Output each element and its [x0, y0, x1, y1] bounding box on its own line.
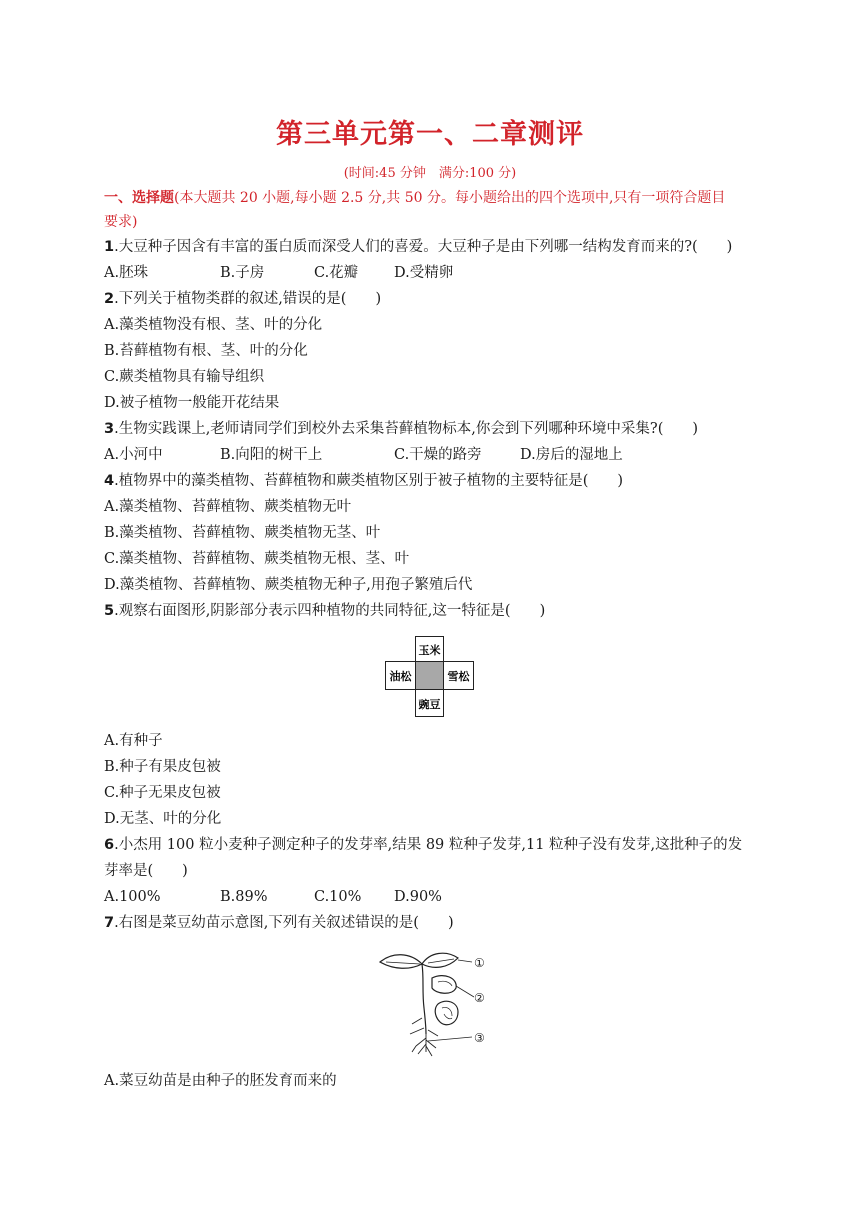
option-d: D.房后的湿地上: [520, 447, 623, 463]
section-desc-1: (本大题共 20 小题,每小题 2.5 分,共 50 分。每小题给出的四个选项中,只有一项符合题目: [174, 190, 726, 206]
option-a: A.菜豆幼苗是由种子的胚发育而来的: [104, 1073, 337, 1089]
option-a: A.有种子: [104, 733, 163, 749]
section-desc-2: 要求): [104, 214, 138, 230]
question-number: 1: [104, 239, 115, 255]
label-2: ②: [474, 991, 485, 1005]
label-1: ①: [474, 956, 485, 970]
question-number: 4: [104, 473, 115, 489]
question-7: [104, 912, 454, 934]
option-b: B.向阳的树干上: [220, 447, 323, 463]
question-number: 7: [104, 915, 115, 931]
question-number: 2: [104, 291, 115, 307]
leaf-right: [422, 953, 458, 967]
option-c: C.种子无果皮包被: [104, 785, 221, 801]
shaded-center: [416, 662, 444, 690]
option-a: A.藻类植物、苔藓植物、蕨类植物无叶: [104, 499, 352, 515]
question-text: .小杰用 100 粒小麦种子测定种子的发芽率,结果 89 粒种子发芽,11 粒种子没有发芽,这批种子的发: [114, 837, 743, 853]
option-c: C.花瓣: [314, 265, 359, 281]
question-text: .生物实践课上,老师请同学们到校外去采集苔藓植物标本,你会到下列哪种环境中采集?( ): [114, 421, 699, 437]
section-heading: 一、选择题: [104, 190, 174, 206]
bean-seedling-diagram: [372, 948, 492, 1058]
option-b: B.89%: [220, 889, 268, 905]
question-text: .右图是菜豆幼苗示意图,下列有关叙述错误的是( ): [114, 915, 454, 931]
label-pea: 豌豆: [418, 698, 441, 711]
page-title: 第三单元第一、二章测评: [276, 119, 584, 150]
roots: [410, 1018, 438, 1056]
question-6: [104, 834, 742, 856]
option-c: C.干燥的路旁: [394, 447, 482, 463]
section-header: [104, 186, 764, 234]
option-d: D.无茎、叶的分化: [104, 811, 222, 827]
question-text: .观察右面图形,阴影部分表示四种植物的共同特征,这一特征是( ): [114, 603, 546, 619]
seed-coat: [435, 1001, 458, 1025]
question-text: .大豆种子因含有丰富的蛋白质而深受人们的喜爱。大豆种子是由下列哪一结构发育而来的?( ): [114, 239, 733, 255]
option-a: A.100%: [104, 889, 161, 905]
cotyledon: [432, 976, 456, 994]
question-2: [104, 288, 381, 310]
option-d: D.藻类植物、苔藓植物、蕨类植物无种子,用孢子繁殖后代: [104, 577, 473, 593]
stem: [422, 964, 426, 1034]
exam-time-score: (时间:45 分钟 满分:100 分): [343, 166, 517, 181]
label-chinese-pine: 油松: [389, 670, 412, 683]
option-c: C.藻类植物、苔藓植物、蕨类植物无根、茎、叶: [104, 551, 410, 567]
question-text: .下列关于植物类群的叙述,错误的是( ): [114, 291, 382, 307]
option-c: C.10%: [314, 889, 362, 905]
option-d: D.90%: [394, 889, 442, 905]
question-number: 5: [104, 603, 115, 619]
option-d: D.被子植物一般能开花结果: [104, 395, 280, 411]
option-a: A.小河中: [104, 447, 163, 463]
question-text: .植物界中的藻类植物、苔藓植物和蕨类植物区别于被子植物的主要特征是( ): [114, 473, 624, 489]
question-number: 6: [104, 837, 115, 853]
plant-feature-cross-diagram: [380, 632, 480, 720]
label-3: ③: [474, 1031, 485, 1045]
leader-lines: [428, 960, 474, 1041]
label-cedar: 雪松: [447, 670, 470, 683]
option-b: B.苔藓植物有根、茎、叶的分化: [104, 343, 308, 359]
question-6-cont: 芽率是( ): [104, 863, 188, 879]
option-d: D.受精卵: [394, 265, 454, 281]
option-a: A.藻类植物没有根、茎、叶的分化: [104, 317, 323, 333]
question-3: [104, 418, 698, 440]
question-5: [104, 600, 545, 622]
option-b: B.藻类植物、苔藓植物、蕨类植物无茎、叶: [104, 525, 381, 541]
seedling-drawing: [380, 953, 474, 1056]
question-1: [104, 236, 732, 258]
option-a: A.胚珠: [104, 265, 149, 281]
option-c: C.蕨类植物具有输导组织: [104, 369, 265, 385]
question-4: [104, 470, 623, 492]
leaf-left: [380, 955, 422, 969]
option-b: B.种子有果皮包被: [104, 759, 221, 775]
option-b: B.子房: [220, 265, 265, 281]
question-number: 3: [104, 421, 115, 437]
label-corn: 玉米: [418, 644, 441, 657]
